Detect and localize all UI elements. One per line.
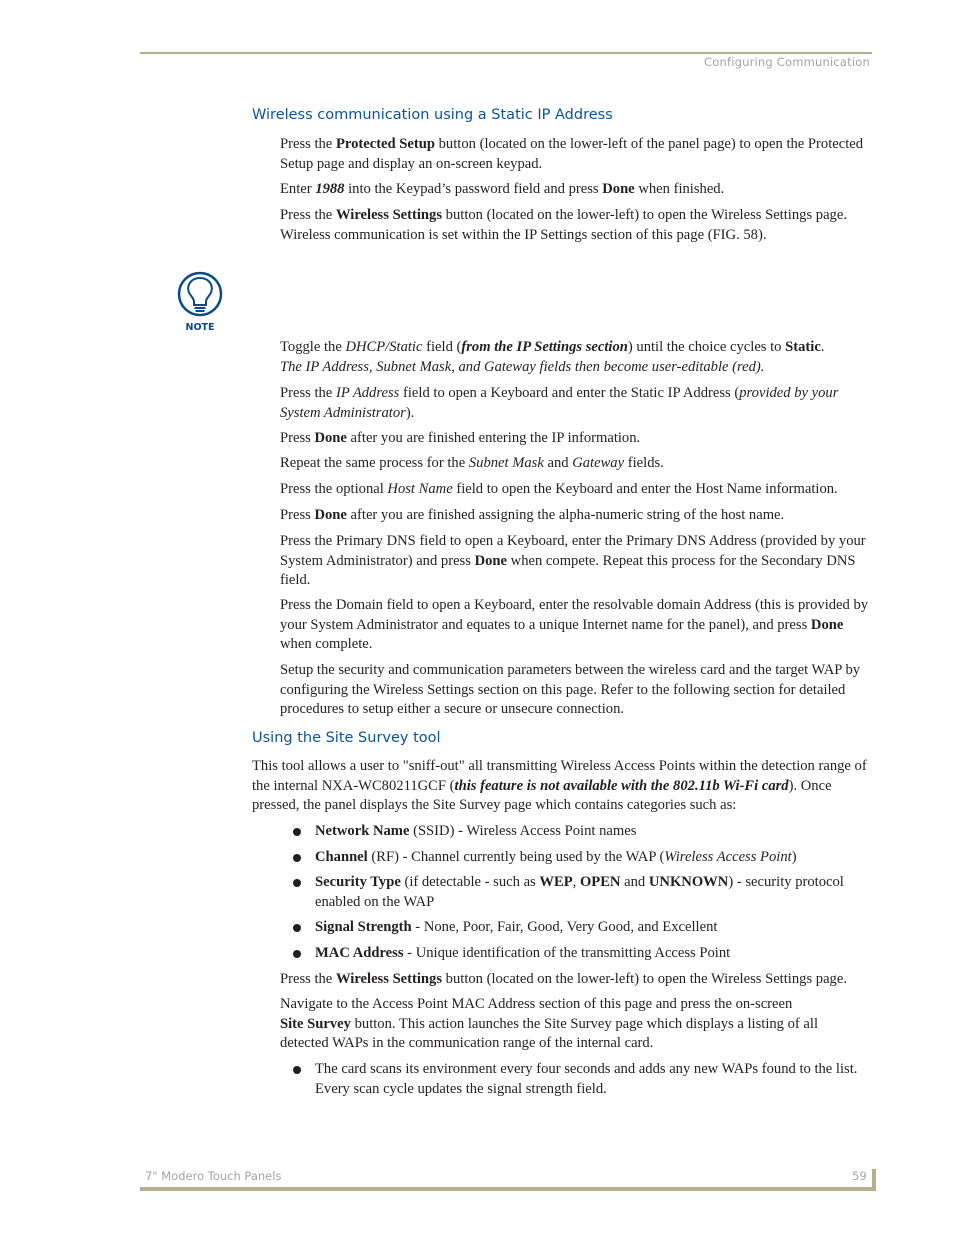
- header-rule: [140, 52, 872, 54]
- paragraph: Repeat the same process for the Subnet Mask and Gateway fields.: [280, 455, 664, 471]
- paragraph: Toggle the DHCP/Static field (from the IP Settings section) until the choice cycles to Static. The IP Address, Subnet Mask, and Gateway fields then become user-editable (red).: [280, 339, 825, 375]
- paragraph: Navigate to the Access Point MAC Address section of this page and press the on-screen Site Survey button. This action launches the Site Survey page which displays a listing of all detected WAPs in the communication range of the internal card.: [280, 996, 819, 1052]
- paragraph: Press the Primary DNS field to open a Keyboard, enter the Primary DNS Address (provided by your System Administrator) and press Done when compete. Repeat this process for the Secondary DNS field.: [280, 533, 866, 589]
- paragraph: Press the Wireless Settings button (located on the lower-left) to open the Wireless Settings page. Wireless communication is set within the IP Settings section of this page (FIG. 58).: [280, 207, 847, 243]
- paragraph: Press the Wireless Settings button (located on the lower-left) to open the Wireless Settings page.: [280, 971, 847, 987]
- list-item: The card scans its environment every four seconds and adds any new WAPs found to the list. Every scan cycle updates the signal strength field.: [292, 1060, 870, 1099]
- section-heading-static-ip: Wireless communication using a Static IP Address: [252, 107, 613, 123]
- paragraph: Press the Domain field to open a Keyboard, enter the resolvable domain Address (this is provided by your System Administrator and equates to a unique Internet name for the panel), and press Done when complete.: [280, 597, 869, 653]
- running-header: Configuring Communication: [704, 55, 870, 69]
- note-label: NOTE: [185, 322, 215, 333]
- paragraph: Press Done after you are finished entering the IP information.: [280, 430, 641, 446]
- section-heading-site-survey: Using the Site Survey tool: [252, 730, 441, 746]
- list-item: Network Name (SSID) - Wireless Access Point names: [292, 822, 870, 842]
- paragraph: Press the IP Address field to open a Keyboard and enter the Static IP Address (provided by your System Administrator).: [280, 385, 839, 421]
- page-number: 59: [852, 1169, 867, 1183]
- list-item: Signal Strength - None, Poor, Fair, Good, Very Good, and Excellent: [292, 918, 870, 938]
- paragraph: Enter 1988 into the Keypad’s password field and press Done when finished.: [280, 181, 725, 197]
- footer-title: 7" Modero Touch Panels: [145, 1169, 282, 1183]
- list-item: MAC Address - Unique identification of the transmitting Access Point: [292, 944, 870, 964]
- note-lightbulb-icon: [176, 270, 224, 334]
- list-item: Channel (RF) - Channel currently being used by the WAP (Wireless Access Point): [292, 848, 870, 868]
- category-list: [292, 822, 870, 964]
- paragraph: This tool allows a user to "sniff-out" all transmitting Wireless Access Points within the detection range of the internal NXA-WC80211GCF (this feature is not available with the 802.11b Wi-Fi card). Once pressed, the panel displays the Site Survey page which contains categories such as:: [252, 758, 867, 814]
- paragraph: Press the optional Host Name field to open the Keyboard and enter the Host Name information.: [280, 481, 838, 497]
- paragraph: Press the Protected Setup button (located on the lower-left of the panel page) to open the Protected Setup page and display an on-screen keypad.: [280, 136, 864, 172]
- paragraph: Setup the security and communication parameters between the wireless card and the target WAP by configuring the Wireless Settings section on this page. Refer to the following section for detailed procedures to setup either a secure or unsecure connection.: [280, 662, 861, 718]
- paragraph: Press Done after you are finished assigning the alpha-numeric string of the host name.: [280, 507, 785, 523]
- list-item: Security Type (if detectable - such as WEP, OPEN and UNKNOWN) - security protocol enabled on the WAP: [292, 873, 870, 912]
- scan-list: [292, 1060, 870, 1099]
- footer-rule: [140, 1187, 876, 1191]
